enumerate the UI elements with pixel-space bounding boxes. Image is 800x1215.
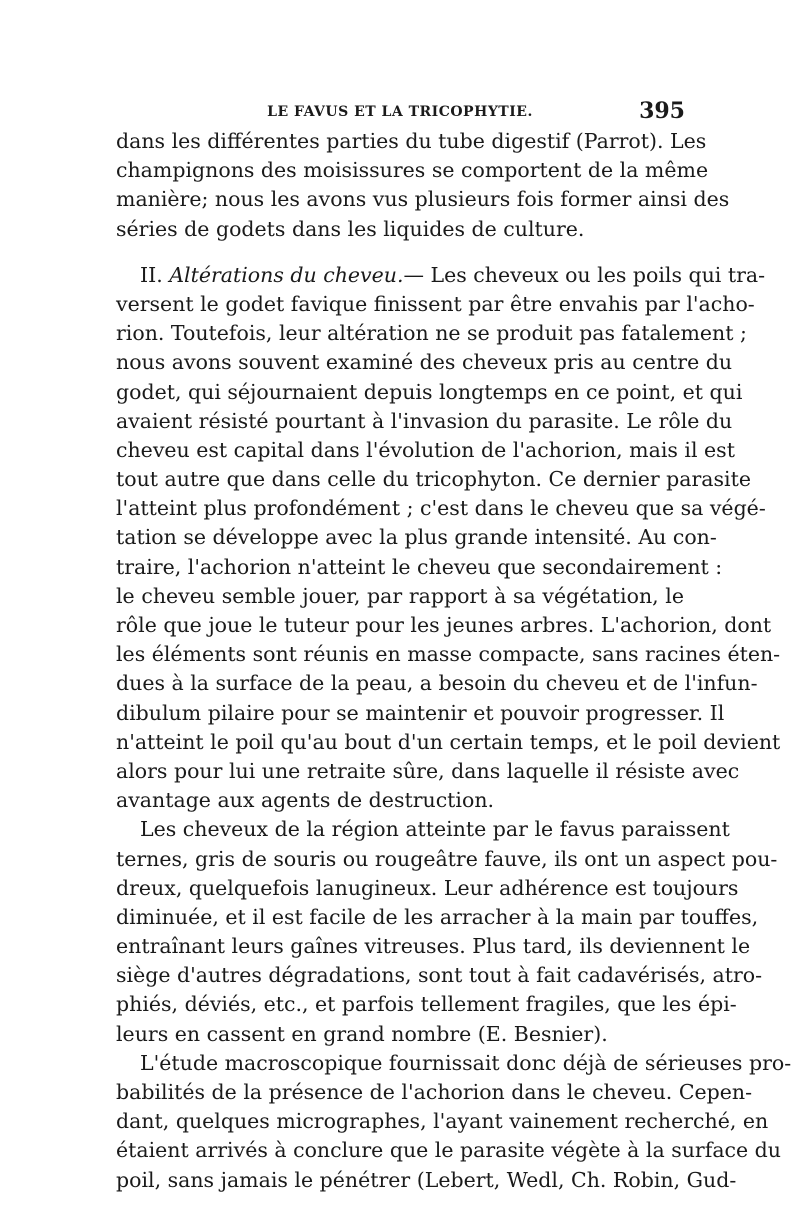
text-line: dant, quelques micrographes, l'ayant vainement recherché, en bbox=[116, 1109, 769, 1134]
text-line: godet, qui séjournaient depuis longtemps en ce point, et qui bbox=[116, 379, 743, 404]
text-line: cheveu est capital dans l'évolution de l'achorion, mais il est bbox=[116, 437, 735, 462]
page-number: 395 bbox=[639, 98, 685, 124]
section-heading-line bbox=[116, 261, 766, 290]
text-line: traire, l'achorion n'atteint le cheveu que secondairement : bbox=[116, 554, 723, 579]
section-first-line-text: — Les cheveux ou les poils qui tra- bbox=[403, 262, 766, 287]
text-line: tout autre que dans celle du tricophyton. Ce dernier parasite bbox=[116, 467, 751, 492]
text-line: poil, sans jamais le pénétrer (Lebert, Wedl, Ch. Robin, Gud- bbox=[116, 1167, 737, 1192]
text-line: rôle que joue le tuteur pour les jeunes arbres. L'achorion, dont bbox=[116, 613, 772, 637]
text-line: dibulum pilaire pour se maintenir et pouvoir progresser. Il bbox=[116, 700, 725, 725]
body-text bbox=[116, 127, 792, 1195]
running-head bbox=[115, 98, 685, 128]
text-line: les éléments sont réunis en masse compacte, sans racines éten- bbox=[116, 642, 781, 667]
text-line: tation se développe avec la plus grande intensité. Au con- bbox=[116, 525, 717, 550]
text-line: nous avons souvent examiné des cheveux pris au centre du bbox=[116, 350, 733, 375]
text-line: entraînant leurs gaînes vitreuses. Plus tard, ils deviennent le bbox=[116, 934, 751, 959]
text-line: phiés, déviés, etc., et parfois tellement fragiles, que les épi- bbox=[116, 992, 737, 1017]
section-number: II. bbox=[140, 262, 163, 287]
text-line: rion. Toutefois, leur altération ne se produit pas fatalement ; bbox=[116, 321, 747, 346]
text-line: diminuée, et il est facile de les arracher à la main par touffes, bbox=[116, 904, 759, 929]
paragraph-gap bbox=[116, 244, 684, 261]
text-line: champignons des moisissures se comportent de la même bbox=[116, 158, 709, 183]
section-heading: Altérations du cheveu. bbox=[169, 262, 404, 287]
text-line: séries de godets dans les liquides de culture. bbox=[116, 216, 585, 241]
text-line: siège d'autres dégradations, sont tout à fait cadavérisés, atro- bbox=[116, 963, 763, 988]
text-line: n'atteint le poil qu'au bout d'un certain temps, et le poil devient bbox=[116, 729, 781, 754]
text-line: étaient arrivés à conclure que le parasite végète à la surface du bbox=[116, 1138, 781, 1163]
text-line: manière; nous les avons vus plusieurs fois former ainsi des bbox=[116, 187, 730, 212]
text-line: babilités de la présence de l'achorion dans le cheveu. Cepen- bbox=[116, 1080, 753, 1104]
text-line: dreux, quelquefois lanugineux. Leur adhérence est toujours bbox=[116, 875, 739, 900]
text-line: alors pour lui une retraite sûre, dans laquelle il résiste avec bbox=[116, 758, 740, 783]
text-line: ternes, gris de souris ou rougeâtre fauve, ils ont un aspect pou- bbox=[116, 846, 778, 871]
text-line: le cheveu semble jouer, par rapport à sa végétation, le bbox=[116, 583, 684, 608]
text-line: leurs en cassent en grand nombre (E. Besnier). bbox=[116, 1021, 608, 1046]
text-line: avantage aux agents de destruction. bbox=[116, 788, 495, 813]
text-line: l'atteint plus profondément ; c'est dans le cheveu que sa végé- bbox=[116, 496, 766, 521]
text-line: L'étude macroscopique fournissait donc déjà de sérieuses pro- bbox=[140, 1050, 792, 1075]
text-line: dans les différentes parties du tube digestif (Parrot). Les bbox=[116, 129, 707, 153]
text-line: avaient résisté pourtant à l'invasion du parasite. Le rôle du bbox=[116, 408, 733, 433]
text-line: Les cheveux de la région atteinte par le favus paraissent bbox=[140, 817, 730, 842]
text-line: dues à la surface de la peau, a besoin du cheveu et de l'infun- bbox=[116, 671, 758, 696]
text-line: versent le godet favique finissent par être envahis par l'acho- bbox=[116, 291, 755, 316]
running-title: LE FAVUS ET LA TRICOPHYTIE. bbox=[267, 104, 533, 120]
